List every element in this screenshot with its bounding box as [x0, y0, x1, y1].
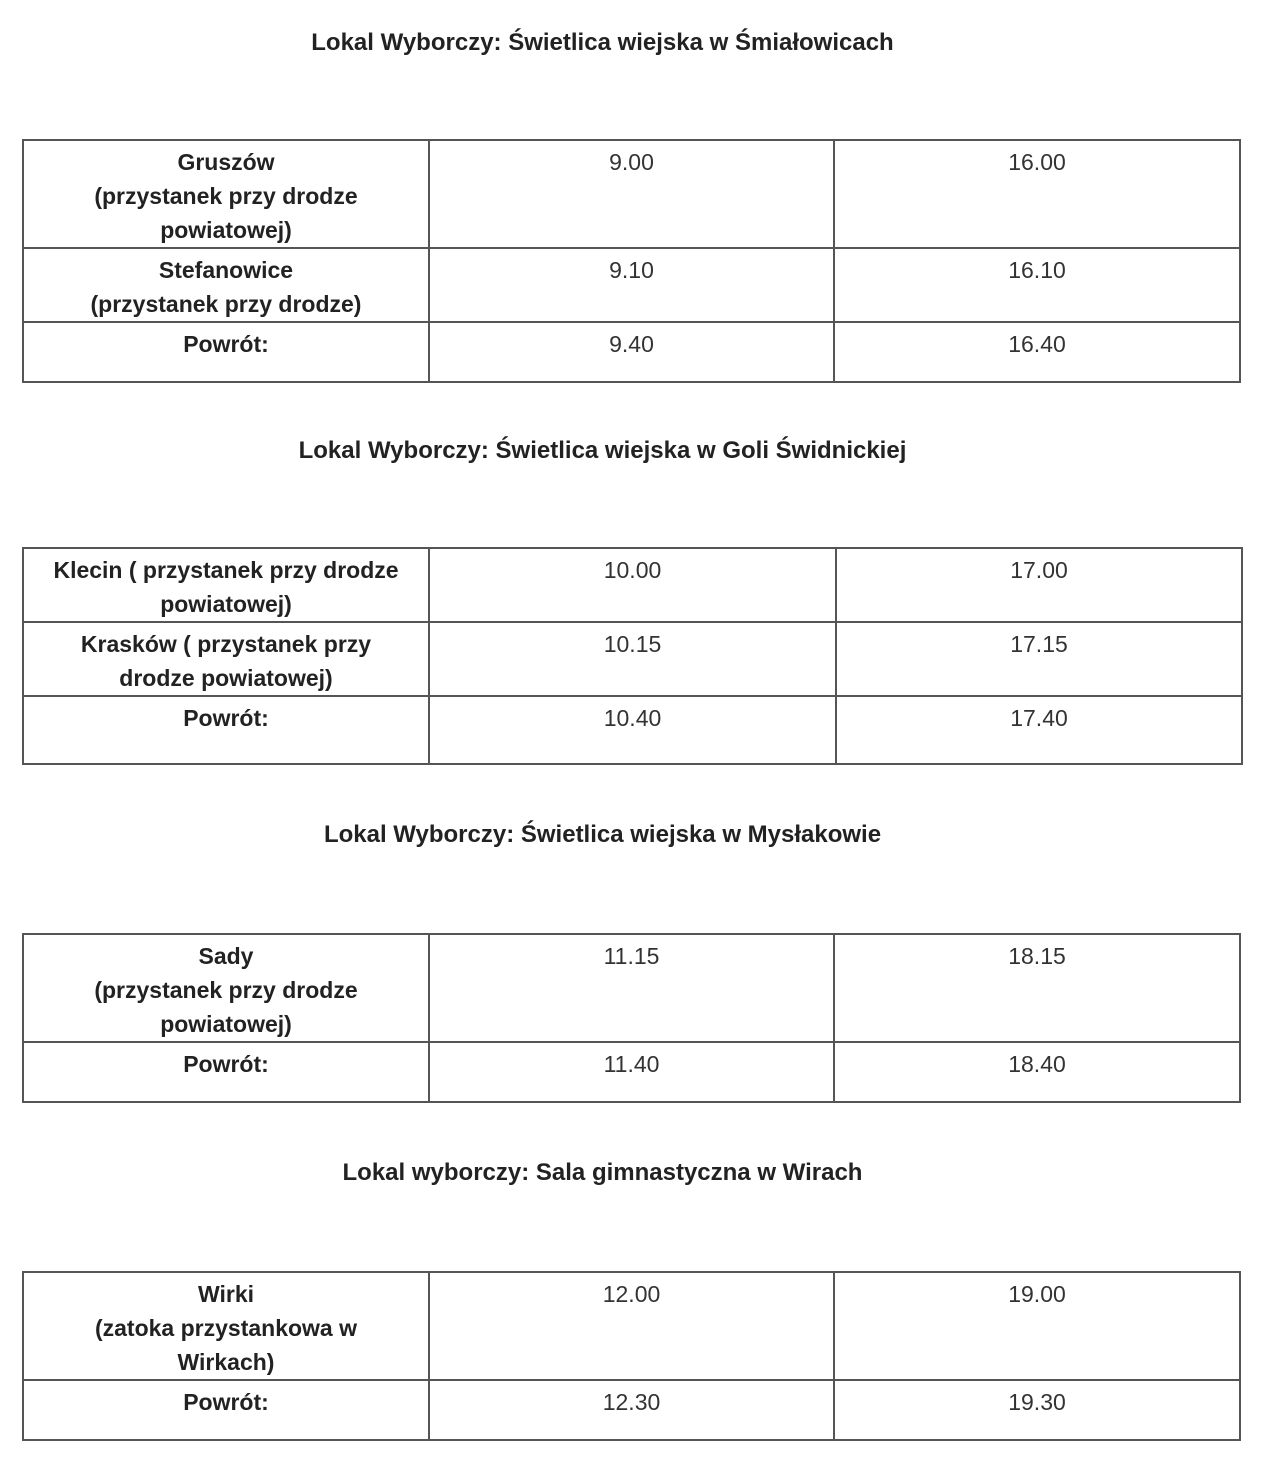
departure-time-cell: 12.00	[429, 1272, 834, 1380]
table-row	[23, 322, 1240, 382]
departure-time-cell: 9.00	[429, 140, 834, 248]
table-row	[23, 934, 1240, 1042]
table-row	[23, 248, 1240, 322]
return-label-cell: Powrót:	[23, 696, 429, 764]
schedule-table-wiry	[22, 1271, 1241, 1441]
return-time-cell: 18.40	[834, 1042, 1240, 1102]
stop-cell: Wirki (zatoka przystankowa w Wirkach)	[23, 1272, 429, 1380]
departure-time-cell: 16.00	[834, 140, 1240, 248]
return-time-cell: 9.40	[429, 322, 834, 382]
stop-cell: Stefanowice (przystanek przy drodze)	[23, 248, 429, 322]
section-title-wiry: Lokal wyborczy: Sala gimnastyczna w Wirach	[342, 1159, 863, 1186]
schedule-table-gola-swidnicka	[22, 547, 1243, 765]
section-title-gola-swidnicka: Lokal Wyborczy: Świetlica wiejska w Goli Świdnickiej	[298, 437, 907, 464]
stop-cell: Gruszów (przystanek przy drodze powiatowej)	[23, 140, 429, 248]
return-label-cell: Powrót:	[23, 1380, 429, 1440]
table-row	[23, 1380, 1240, 1440]
stop-cell: Klecin ( przystanek przy drodze powiatowej)	[23, 548, 429, 622]
section-title-smialowice: Lokal Wyborczy: Świetlica wiejska w Śmiałowicach	[311, 29, 894, 56]
return-label-cell: Powrót:	[23, 322, 429, 382]
return-time-cell: 12.30	[429, 1380, 834, 1440]
section-title-myslakowo: Lokal Wyborczy: Świetlica wiejska w Mysłakowie	[323, 821, 882, 848]
departure-time-cell: 10.00	[429, 548, 836, 622]
table-row	[23, 622, 1242, 696]
stop-cell: Krasków ( przystanek przy drodze powiatowej)	[23, 622, 429, 696]
departure-time-cell: 17.15	[836, 622, 1242, 696]
departure-time-cell: 18.15	[834, 934, 1240, 1042]
return-time-cell: 16.40	[834, 322, 1240, 382]
departure-time-cell: 19.00	[834, 1272, 1240, 1380]
return-time-cell: 10.40	[429, 696, 836, 764]
table-row	[23, 1272, 1240, 1380]
return-time-cell: 17.40	[836, 696, 1242, 764]
schedule-table-smialowice	[22, 139, 1241, 383]
departure-time-cell: 17.00	[836, 548, 1242, 622]
table-row	[23, 696, 1242, 764]
stop-cell: Sady (przystanek przy drodze powiatowej)	[23, 934, 429, 1042]
table-row	[23, 1042, 1240, 1102]
schedule-table-myslakowo	[22, 933, 1241, 1103]
departure-time-cell: 11.15	[429, 934, 834, 1042]
table-row	[23, 140, 1240, 248]
return-label-cell: Powrót:	[23, 1042, 429, 1102]
departure-time-cell: 10.15	[429, 622, 836, 696]
table-row	[23, 548, 1242, 622]
return-time-cell: 11.40	[429, 1042, 834, 1102]
departure-time-cell: 16.10	[834, 248, 1240, 322]
return-time-cell: 19.30	[834, 1380, 1240, 1440]
departure-time-cell: 9.10	[429, 248, 834, 322]
